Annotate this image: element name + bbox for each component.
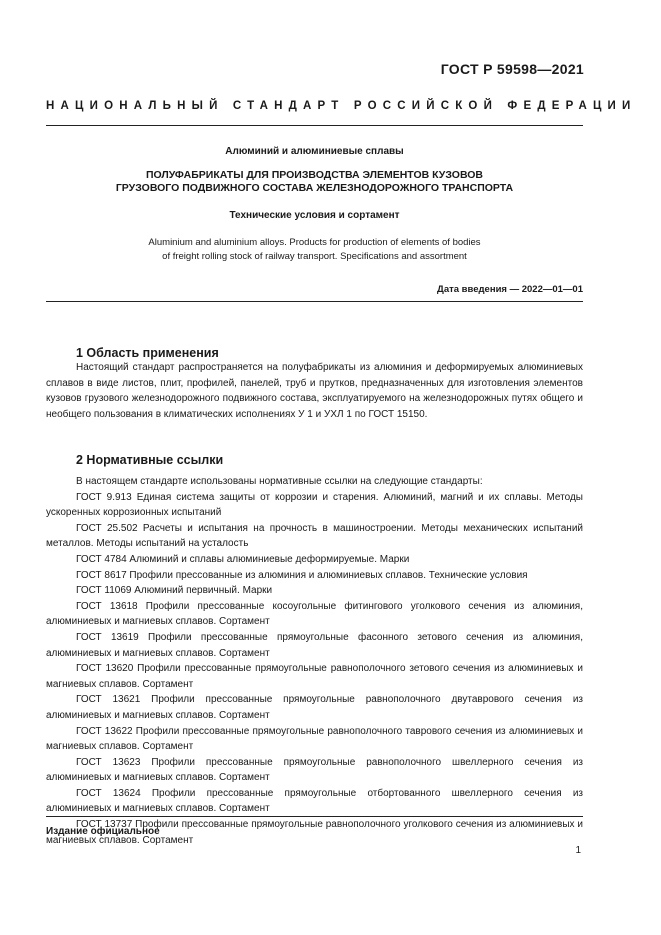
subject-line: Алюминий и алюминиевые сплавы (225, 146, 404, 157)
english-title-line-2: of freight rolling stock of railway transport. Specifications and assortment (162, 251, 467, 262)
reference-item: ГОСТ 4784 Алюминий и сплавы алюминиевые деформируемые. Марки (76, 553, 410, 565)
edition-label: Издание официальное (46, 826, 160, 837)
title-line-2: ГРУЗОВОГО ПОДВИЖНОГО СОСТАВА ЖЕЛЕЗНОДОРОЖНОГО ТРАНСПОРТА (115, 182, 514, 194)
reference-item: ГОСТ 13737 Профили прессованные прямоугольные равнополочного уголкового сечения из алюминиевых и магниевых сплавов. Сортамент (46, 819, 583, 846)
reference-item: ГОСТ 13624 Профили прессованные прямоугольные отбортованного швеллерного сечения из алюминиевых и магниевых сплавов. Сортамент (46, 787, 583, 815)
national-standard-banner: НАЦИОНАЛЬНЫЙ СТАНДАРТ РОССИЙСКОЙ ФЕДЕРАЦИИ (46, 100, 637, 112)
reference-item: ГОСТ 13620 Профили прессованные прямоугольные равнополочного зетового сечения из алюминиевых и магниевых сплавов. Сортамент (46, 663, 583, 690)
reference-item: ГОСТ 9.913 Единая система защиты от коррозии и старения. Алюминий, магний и их сплавы. Методы ускоренных коррозионных испытаний (46, 491, 583, 519)
section-1-heading: 1 Область применения (76, 346, 219, 360)
section-1-paragraph: Настоящий стандарт распространяется на полуфабрикаты из алюминия и деформируемых алюминиевых сплавов в виде листов, плит, профилей, панелей, труб и прутков, предназначенных для изготовления элементов кузовов грузового железнодорожного подвижного состава, эксплуатируемого на железнодорожных путях общего и необщего пользования в климатических исполнениях У 1 и УХЛ 1 по ГОСТ 15150. (46, 362, 583, 420)
reference-item: ГОСТ 13619 Профили прессованные прямоугольные фасонного зетового сечения из алюминия, алюминиевых и магниевых сплавов. Сортамент (46, 631, 583, 659)
introduction-date: Дата введения — 2022—01—01 (437, 284, 583, 295)
page-number: 1 (575, 845, 581, 856)
section-1-body (46, 360, 583, 422)
tech-spec-line: Технические условия и сортамент (229, 210, 400, 221)
gost-number: ГОСТ Р 59598—2021 (440, 61, 584, 77)
section-2-body (46, 474, 583, 848)
reference-intro: В настоящем стандарте использованы нормативные ссылки на следующие стандарты: (76, 476, 483, 487)
reference-item: ГОСТ 13618 Профили прессованные косоугольные фитингового уголкового сечения из алюминия, алюминиевых и магниевых сплавов. Сортамент (46, 600, 583, 628)
reference-item: ГОСТ 13622 Профили прессованные прямоугольные равнополочного таврового сечения из алюминиевых и магниевых сплавов. Сортамент (46, 725, 583, 753)
english-title (46, 236, 583, 264)
middle-rule (46, 301, 583, 302)
reference-item: ГОСТ 8617 Профили прессованные из алюминия и алюминиевых сплавов. Технические условия (76, 569, 528, 581)
section-2-heading: 2 Нормативные ссылки (76, 453, 224, 467)
top-rule (46, 125, 583, 126)
footer-rule (46, 816, 583, 817)
reference-item: ГОСТ 13621 Профили прессованные прямоугольные равнополочного двутаврового сечения из алюминиевых и магниевых сплавов. Сортамент (46, 694, 583, 721)
reference-item: ГОСТ 13623 Профили прессованные прямоугольные равнополочного швеллерного сечения из алюминиевых и магниевых сплавов. Сортамент (46, 756, 583, 784)
reference-item: ГОСТ 25.502 Расчеты и испытания на прочность в машиностроении. Методы механических испытаний металлов. Методы испытаний на усталость (46, 522, 583, 550)
document-title (46, 169, 583, 195)
english-title-line-1: Aluminium and aluminium alloys. Products for production of elements of bodies (148, 237, 481, 248)
title-line-1: ПОЛУФАБРИКАТЫ ДЛЯ ПРОИЗВОДСТВА ЭЛЕМЕНТОВ КУЗОВОВ (145, 169, 484, 181)
reference-item: ГОСТ 11069 Алюминий первичный. Марки (76, 585, 273, 597)
